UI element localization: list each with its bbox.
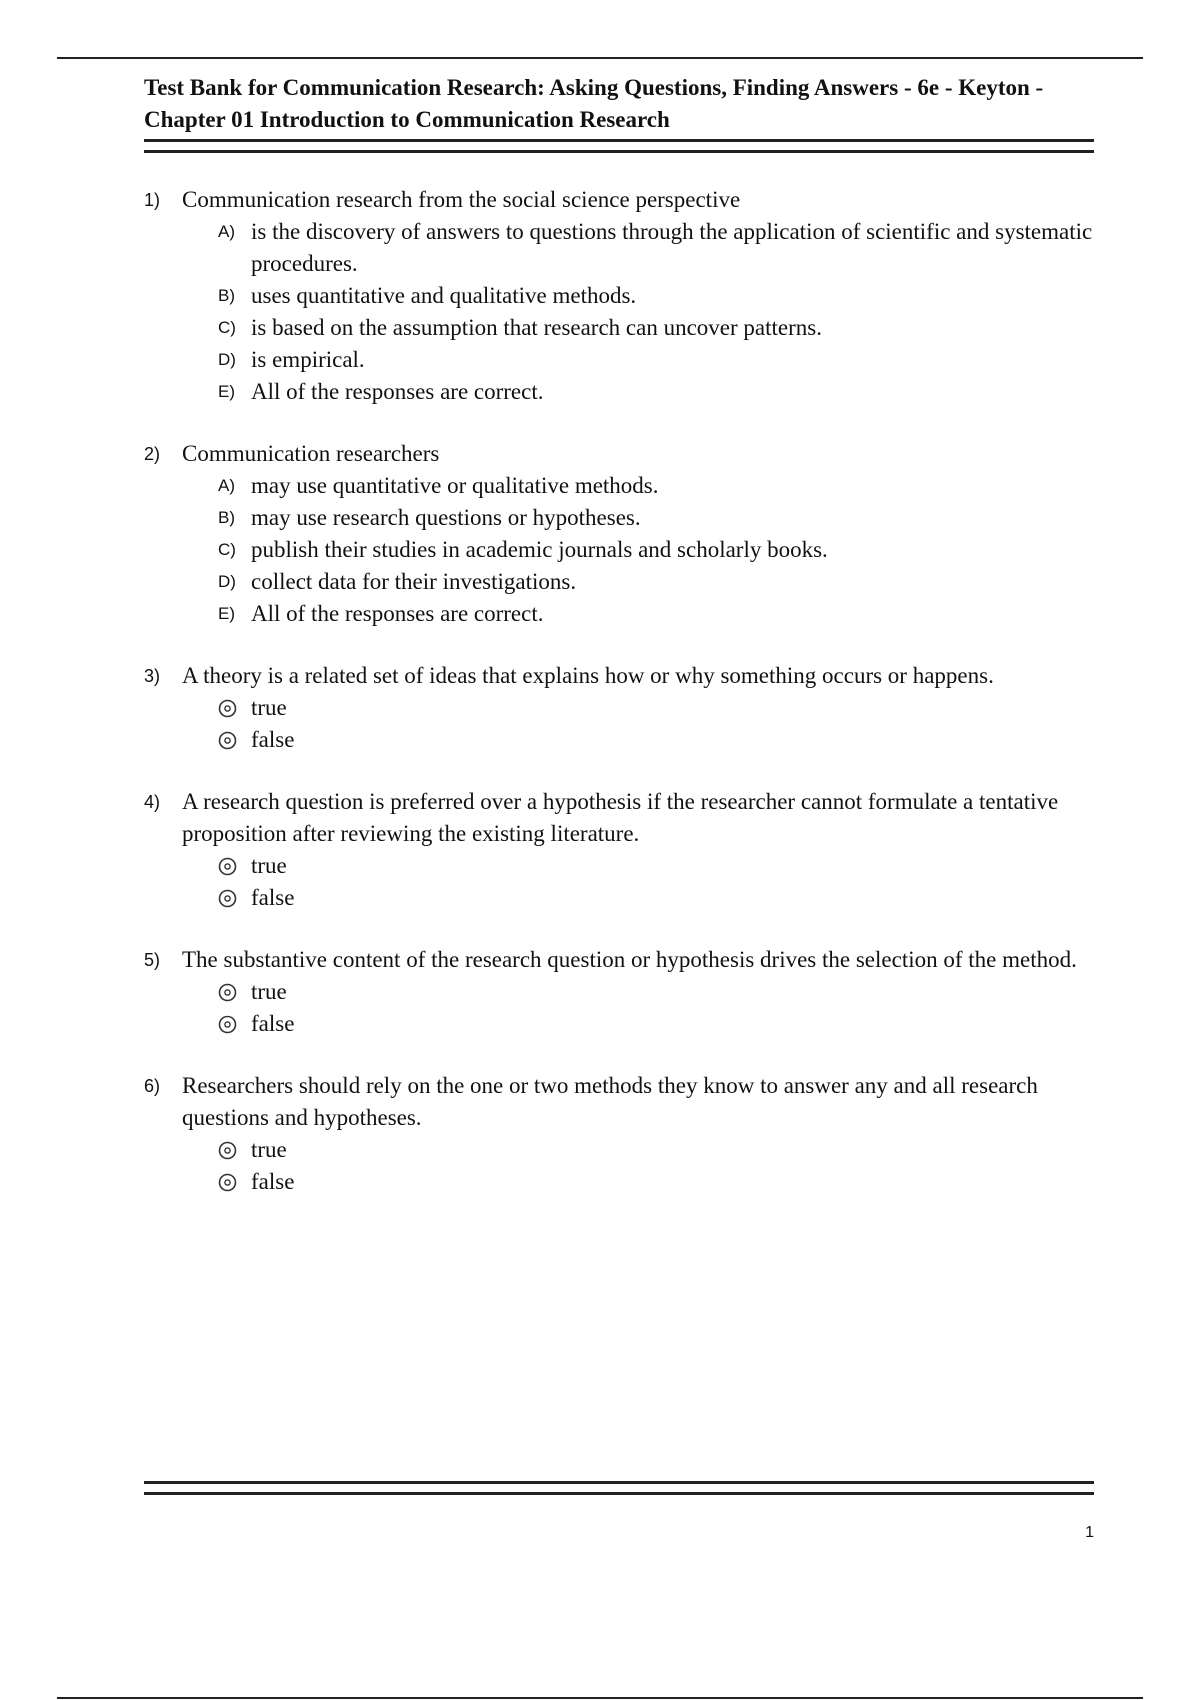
option-letter: D) (218, 572, 236, 591)
option-text: is the discovery of answers to questions through the application of scientific and systematic procedures. (251, 219, 1093, 276)
option-text: may use quantitative or qualitative methods. (251, 473, 659, 498)
option-text: true (251, 1137, 287, 1162)
option-letter: A) (218, 476, 235, 495)
true-false-options (218, 1134, 1094, 1198)
document-title: Test Bank for Communication Research: Asking Questions, Finding Answers - 6e - Keyton - Chapter 01 Introduction to Communication Research (144, 75, 1044, 132)
radio-button-icon[interactable] (218, 850, 251, 882)
option-text: All of the responses are correct. (251, 379, 544, 404)
question-text: Researchers should rely on the one or two methods they know to answer any and all research questions and hypotheses. (182, 1073, 1038, 1130)
question-1 (144, 184, 1094, 408)
false-option[interactable] (218, 1166, 1094, 1198)
option-text: true (251, 979, 287, 1004)
question-list (144, 184, 1094, 1228)
option-letter: B) (218, 286, 235, 305)
answer-options (218, 470, 1094, 630)
option-letter: E) (218, 382, 235, 401)
question-4 (144, 786, 1094, 914)
answer-option-a[interactable] (218, 470, 1094, 502)
answer-option-a[interactable] (218, 216, 1094, 280)
option-text: false (251, 1011, 295, 1036)
question-text: Communication researchers (182, 441, 440, 466)
option-text: publish their studies in academic journals and scholarly books. (251, 537, 828, 562)
option-letter: C) (218, 318, 236, 337)
question-number: 3) (144, 666, 161, 686)
answer-option-e[interactable] (218, 598, 1094, 630)
true-option[interactable] (218, 1134, 1094, 1166)
answer-option-c[interactable] (218, 312, 1094, 344)
footer-double-rule (144, 1481, 1094, 1495)
true-false-options (218, 976, 1094, 1040)
radio-button-icon[interactable] (218, 976, 251, 1008)
question-5 (144, 944, 1094, 1040)
option-text: true (251, 695, 287, 720)
question-text: Communication research from the social science perspective (182, 187, 741, 212)
false-option[interactable] (218, 1008, 1094, 1040)
question-number: 1) (144, 190, 161, 210)
option-text: uses quantitative and qualitative methods. (251, 283, 637, 308)
true-option[interactable] (218, 976, 1094, 1008)
true-false-options (218, 692, 1094, 756)
option-text: may use research questions or hypotheses. (251, 505, 641, 530)
answer-option-c[interactable] (218, 534, 1094, 566)
question-number: 6) (144, 1076, 161, 1096)
option-text: is empirical. (251, 347, 365, 372)
option-text: false (251, 885, 295, 910)
answer-option-d[interactable] (218, 566, 1094, 598)
question-number: 2) (144, 444, 161, 464)
true-option[interactable] (218, 850, 1094, 882)
answer-option-d[interactable] (218, 344, 1094, 376)
question-2 (144, 438, 1094, 630)
page-bottom-border (57, 1697, 1143, 1699)
question-text: A theory is a related set of ideas that explains how or why something occurs or happens. (182, 663, 994, 688)
option-text: true (251, 853, 287, 878)
true-option[interactable] (218, 692, 1094, 724)
radio-button-icon[interactable] (218, 724, 251, 756)
page-number: 1 (1085, 1524, 1094, 1541)
option-text: false (251, 1169, 295, 1194)
question-text: A research question is preferred over a hypothesis if the researcher cannot formulate a tentative proposition after reviewing the existing literature. (182, 789, 1059, 846)
option-text: collect data for their investigations. (251, 569, 577, 594)
question-text: The substantive content of the research question or hypothesis drives the selection of the method. (182, 947, 1077, 972)
radio-button-icon[interactable] (218, 1008, 251, 1040)
radio-button-icon[interactable] (218, 1134, 251, 1166)
option-text: All of the responses are correct. (251, 601, 544, 626)
false-option[interactable] (218, 724, 1094, 756)
false-option[interactable] (218, 882, 1094, 914)
question-number: 5) (144, 950, 161, 970)
answer-option-b[interactable] (218, 280, 1094, 312)
option-letter: D) (218, 350, 236, 369)
answer-options (218, 216, 1094, 408)
option-text: is based on the assumption that research can uncover patterns. (251, 315, 822, 340)
question-6 (144, 1070, 1094, 1198)
answer-option-e[interactable] (218, 376, 1094, 408)
option-text: false (251, 727, 295, 752)
option-letter: C) (218, 540, 236, 559)
radio-button-icon[interactable] (218, 1166, 251, 1198)
true-false-options (218, 850, 1094, 914)
question-3 (144, 660, 1094, 756)
page-top-border (57, 57, 1143, 59)
option-letter: A) (218, 222, 235, 241)
radio-button-icon[interactable] (218, 692, 251, 724)
option-letter: B) (218, 508, 235, 527)
radio-button-icon[interactable] (218, 882, 251, 914)
question-number: 4) (144, 792, 161, 812)
answer-option-b[interactable] (218, 502, 1094, 534)
header-double-rule (144, 139, 1094, 153)
option-letter: E) (218, 604, 235, 623)
